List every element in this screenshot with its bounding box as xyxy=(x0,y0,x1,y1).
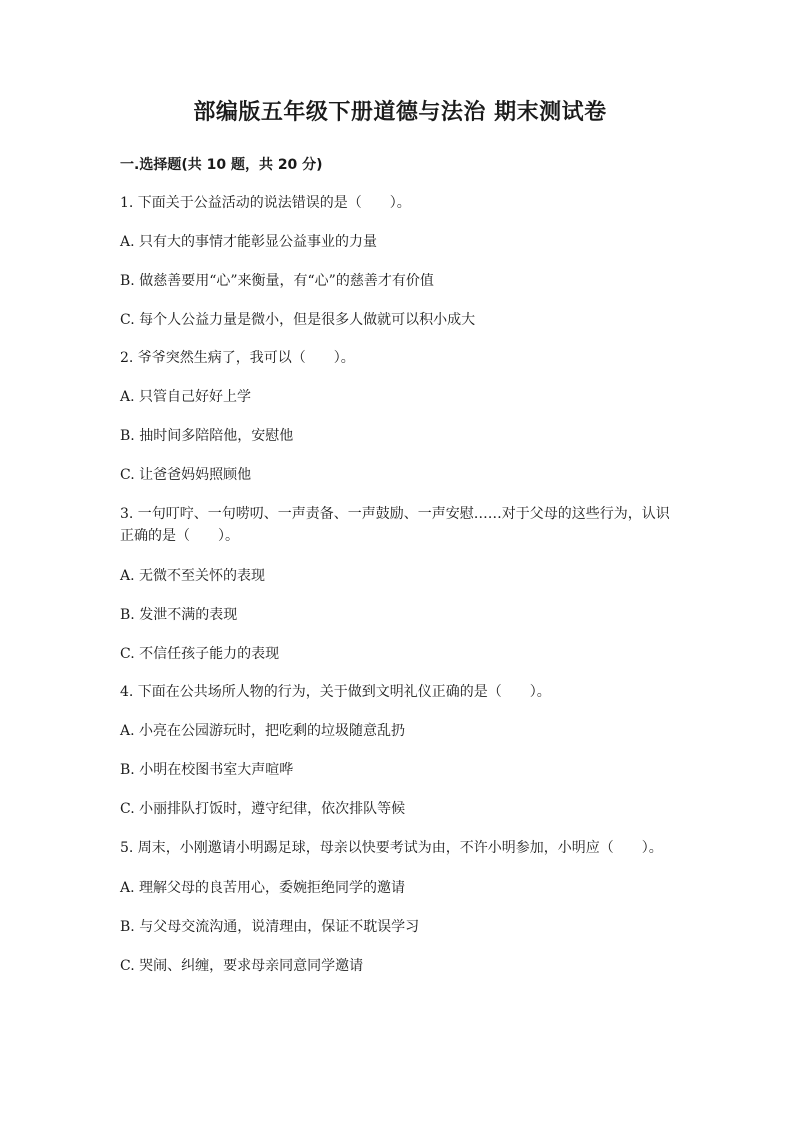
option-b: B. 抽时间多陪陪他，安慰他 xyxy=(120,428,294,444)
question-stem: 3. 一句叮咛、一句唠叨、一声责备、一声鼓励、一声安慰……对于父母的这些行为，认识正确的是（ ）。 xyxy=(120,506,670,544)
option-b: B. 做慈善要用“心”来衡量，有“心”的慈善才有价值 xyxy=(120,273,434,289)
question-stem: 4. 下面在公共场所人物的行为，关于做到文明礼仪正确的是（ ）。 xyxy=(120,684,551,700)
option-c: C. 小丽排队打饭时，遵守纪律，依次排队等候 xyxy=(120,801,406,817)
question-list xyxy=(120,193,680,976)
option-c: C. 不信任孩子能力的表现 xyxy=(120,646,280,662)
question-2 xyxy=(120,348,680,485)
option-c: C. 让爸爸妈妈照顾他 xyxy=(120,467,252,483)
option-b: B. 小明在校图书室大声喧哗 xyxy=(120,762,294,778)
option-a: A. 只有大的事情才能彰显公益事业的力量 xyxy=(120,234,378,250)
question-stem: 5. 周末，小刚邀请小明踢足球，母亲以快要考试为由，不许小明参加，小明应（ ）。 xyxy=(120,840,663,856)
question-5 xyxy=(120,837,680,976)
option-a: A. 无微不至关怀的表现 xyxy=(120,568,266,584)
question-stem: 2. 爷爷突然生病了，我可以（ ）。 xyxy=(120,350,355,366)
option-b: B. 发泄不满的表现 xyxy=(120,607,238,623)
question-stem: 1. 下面关于公益活动的说法错误的是（ ）。 xyxy=(120,195,411,211)
question-4 xyxy=(120,682,680,819)
option-c: C. 哭闹、纠缠，要求母亲同意同学邀请 xyxy=(120,958,364,974)
option-a: A. 只管自己好好上学 xyxy=(120,389,252,405)
section-heading: 一.选择题(共 10 题，共 20 分) xyxy=(120,157,323,173)
question-3 xyxy=(120,503,680,664)
option-c: C. 每个人公益力量是微小，但是很多人做就可以积小成大 xyxy=(120,312,476,328)
option-a: A. 理解父母的良苦用心，委婉拒绝同学的邀请 xyxy=(120,880,406,896)
option-a: A. 小亮在公园游玩时，把吃剩的垃圾随意乱扔 xyxy=(120,723,406,739)
question-1 xyxy=(120,193,680,330)
exam-title: 部编版五年级下册道德与法治 期末测试卷 xyxy=(193,100,607,125)
option-b: B. 与父母交流沟通，说清理由，保证不耽误学习 xyxy=(120,919,420,935)
